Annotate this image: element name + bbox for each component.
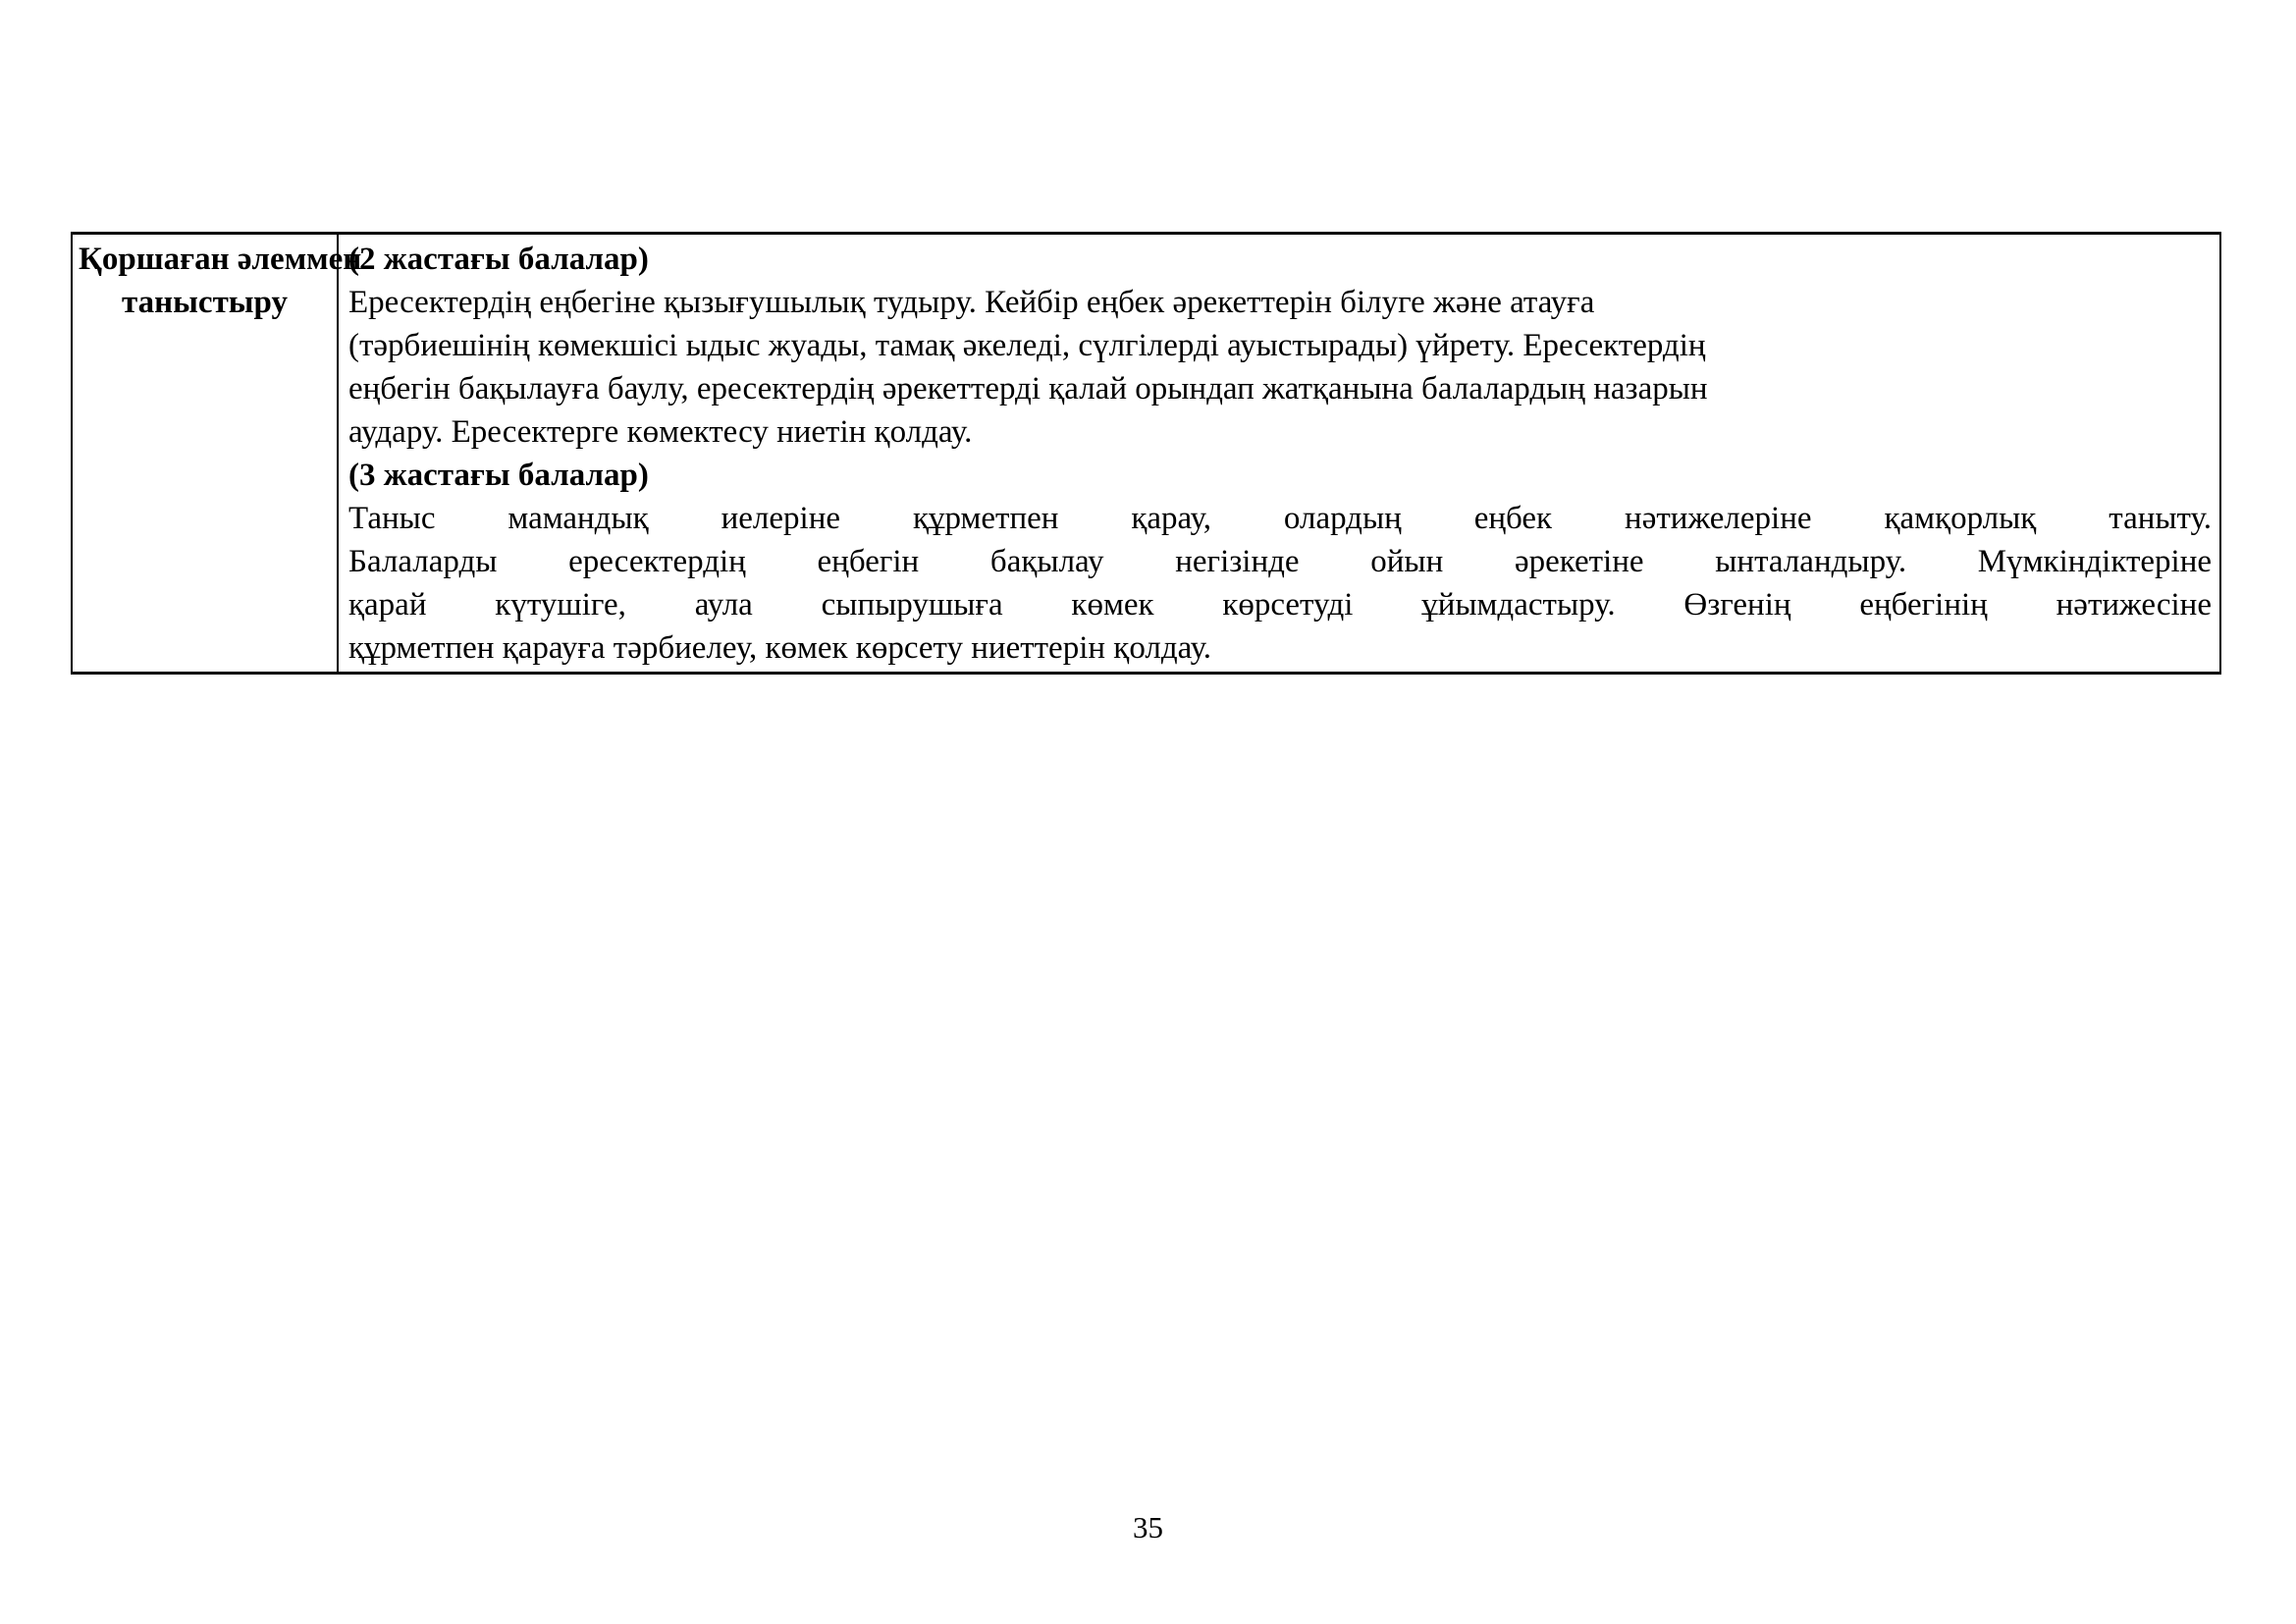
content-text-line: еңбегін бақылауға баулу, ересектердің әрекеттерді қалай орындап жатқанына балалардың назарын: [348, 371, 1708, 406]
curriculum-table: [71, 232, 2221, 675]
age-group-heading-1: (2 жастағы балалар): [348, 242, 649, 277]
content-text-line: (тәрбиешінің көмекшісі ыдыс жуады, тамақ әкеледі, сүлгілерді ауыстырады) үйрету. Ересектердің: [348, 328, 1706, 363]
content-text-line: аудару. Ересектерге көмектесу ниетін қолдау.: [348, 414, 973, 450]
content-text-line: қарай күтушіге, аула сыпырушыға көмек көрсетуді ұйымдастыру. Өзгенің еңбегінің нәтижесіне: [348, 587, 2212, 623]
content-text-line: Балаларды ересектердің еңбегін бақылау негізінде ойын әрекетіне ынталандыру. Мүмкіндіктеріне: [348, 544, 2212, 579]
content-text-line: Ересектердің еңбегіне қызығушылық тудыру. Кейбір еңбек әрекеттерін білуге және атауға: [348, 285, 1595, 320]
page-number: 35: [1133, 1510, 1163, 1544]
subject-area-title-line2: таныстыру: [122, 285, 288, 320]
content-text-line: құрметпен қарауға тәрбиелеу, көмек көрсету ниеттерін қолдау.: [348, 630, 1212, 666]
subject-area-title-line1: Қоршаған әлеммен: [79, 242, 362, 277]
table-cell-subject-area: [73, 235, 362, 672]
content-text-line: Таныс мамандық иелеріне құрметпен қарау, олардың еңбек нәтижелеріне қамқорлық таныту.: [348, 501, 2212, 536]
age-group-heading-2: (3 жастағы балалар): [348, 458, 649, 493]
table-cell-content: [339, 235, 2219, 672]
